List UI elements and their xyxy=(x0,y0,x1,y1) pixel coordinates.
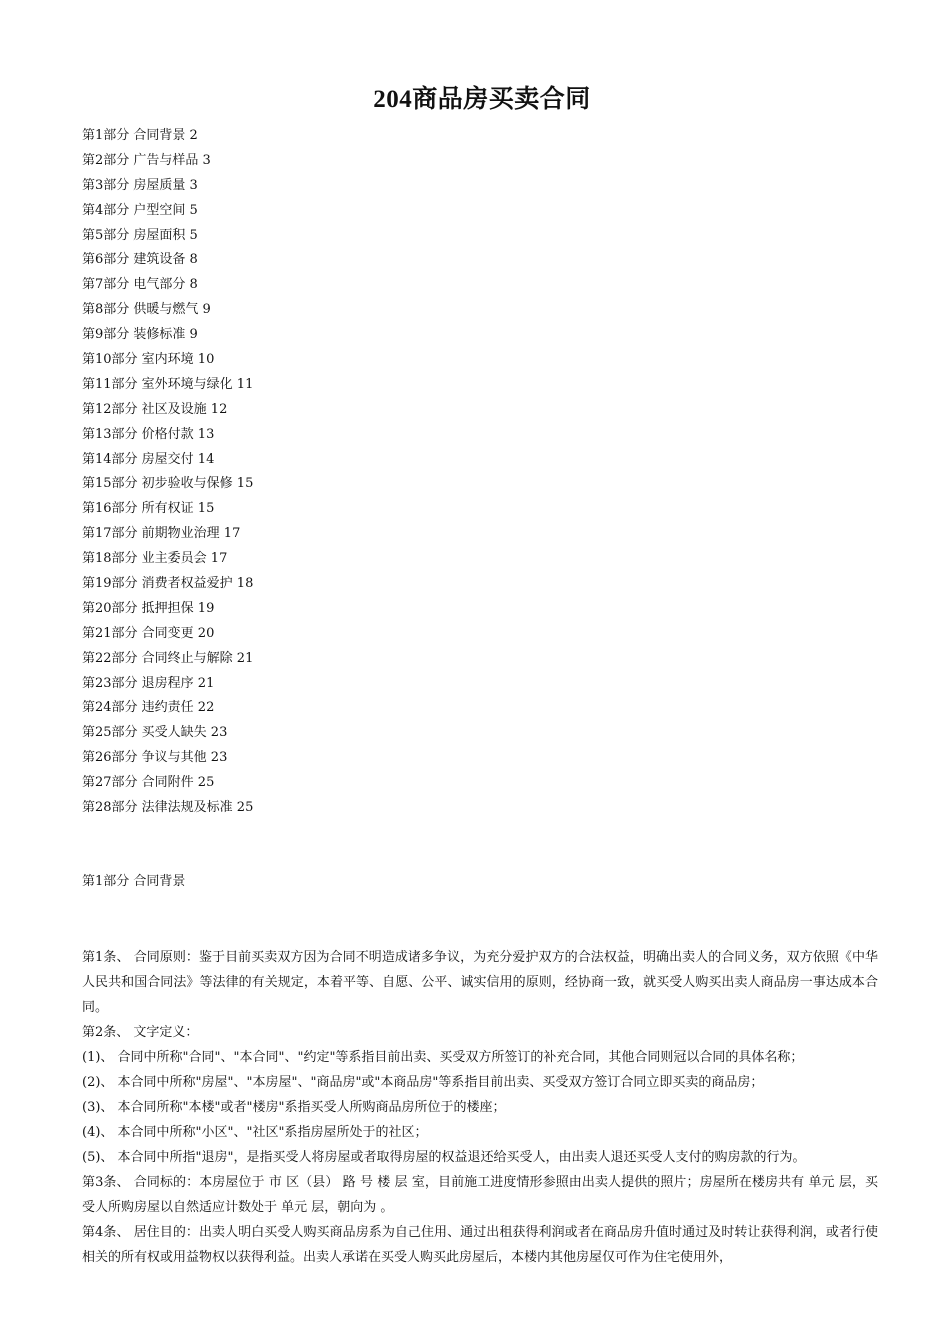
section-body xyxy=(82,945,878,1270)
toc-item: 第13部分 价格付款 13 xyxy=(82,426,215,442)
toc-item: 第16部分 所有权证 15 xyxy=(82,501,215,517)
toc-item: 第7部分 电气部分 8 xyxy=(82,277,198,293)
toc-item: 第10部分 室内环境 10 xyxy=(82,352,215,368)
document-title: 204商品房买卖合同 xyxy=(373,86,591,113)
paragraph: (1)、 合同中所称"合同"、"本合同"、"约定"等系指目前出卖、买受双方所签订的补充合同，其他合同则冠以合同的具体名称； xyxy=(82,1050,804,1065)
toc-item: 第25部分 买受人缺失 23 xyxy=(82,725,228,741)
toc-item: 第1部分 合同背景 2 xyxy=(82,128,198,143)
toc-item: 第3部分 房屋质量 3 xyxy=(82,177,198,193)
toc-item: 第19部分 消费者权益爱护 18 xyxy=(82,576,254,592)
toc-item: 第4部分 户型空间 5 xyxy=(82,202,198,218)
toc-item: 第26部分 争议与其他 23 xyxy=(82,750,228,766)
toc-item: 第9部分 装修标准 9 xyxy=(82,327,198,343)
toc-item: 第6部分 建筑设备 8 xyxy=(82,252,198,268)
toc-item: 第5部分 房屋面积 5 xyxy=(82,227,198,243)
toc-item: 第12部分 社区及设施 12 xyxy=(82,401,228,417)
paragraph: (5)、 本合同中所指"退房"，是指买受人将房屋或者取得房屋的权益退还给买受人，由出卖人退还买受人支付的购房款的行为。 xyxy=(82,1150,806,1165)
toc-item: 第24部分 违约责任 22 xyxy=(82,700,215,716)
paragraph: (3)、 本合同所称"本楼"或者"楼房"系指买受人所购商品房所位于的楼座； xyxy=(82,1100,506,1115)
toc-item: 第11部分 室外环境与绿化 11 xyxy=(82,376,254,392)
toc-item: 第2部分 广告与样品 3 xyxy=(82,152,211,168)
toc-item: 第20部分 抵押担保 19 xyxy=(82,600,215,616)
paragraph: 第4条、 居住目的：出卖人明白买受人购买商品房系为自己住用、通过出租获得利润或者在商品房升值时通过及时转让获得利润，或者行使相关的所有权或用益物权以获得利益。出卖人承诺在买受人购买此房屋后，本楼内其他房屋仅可作为住宅使用外， xyxy=(82,1225,878,1265)
paragraph: (2)、 本合同中所称"房屋"、"本房屋"、"商品房"或"本商品房"等系指目前出卖、买受双方签订合同立即买卖的商品房； xyxy=(82,1075,764,1090)
toc-item: 第15部分 初步验收与保修 15 xyxy=(82,476,254,492)
toc-item: 第21部分 合同变更 20 xyxy=(82,625,215,641)
toc-item: 第23部分 退房程序 21 xyxy=(82,675,215,691)
section-heading: 第1部分 合同背景 xyxy=(82,874,186,889)
toc-item: 第17部分 前期物业治理 17 xyxy=(82,526,241,542)
table-of-contents xyxy=(82,124,482,821)
toc-item: 第28部分 法律法规及标准 25 xyxy=(82,800,254,816)
toc-item: 第8部分 供暖与燃气 9 xyxy=(82,302,211,318)
toc-item: 第27部分 合同附件 25 xyxy=(82,775,215,791)
toc-item: 第18部分 业主委员会 17 xyxy=(82,551,228,567)
paragraph: (4)、 本合同中所称"小区"、"社区"系指房屋所处于的社区； xyxy=(82,1125,428,1140)
paragraph: 第3条、 合同标的：本房屋位于 市 区（县） 路 号 楼 层 室，目前施工进度情形参照由出卖人提供的照片；房屋所在楼房共有 单元 层，买受人所购房屋以自然适应计数处于 单元 层，朝向为 。 xyxy=(82,1175,878,1215)
paragraph: 第1条、 合同原则：鉴于目前买卖双方因为合同不明造成诸多争议，为充分爱护双方的合法权益，明确出卖人的合同义务，双方依照《中华人民共和国合同法》等法律的有关规定，本着平等、自愿、公平、诚实信用的原则，经协商一致，就买受人购买出卖人商品房一事达成本合同。 xyxy=(82,950,878,1015)
paragraph: 第2条、 文字定义： xyxy=(82,1025,199,1040)
toc-item: 第22部分 合同终止与解除 21 xyxy=(82,650,254,666)
toc-item: 第14部分 房屋交付 14 xyxy=(82,451,215,467)
